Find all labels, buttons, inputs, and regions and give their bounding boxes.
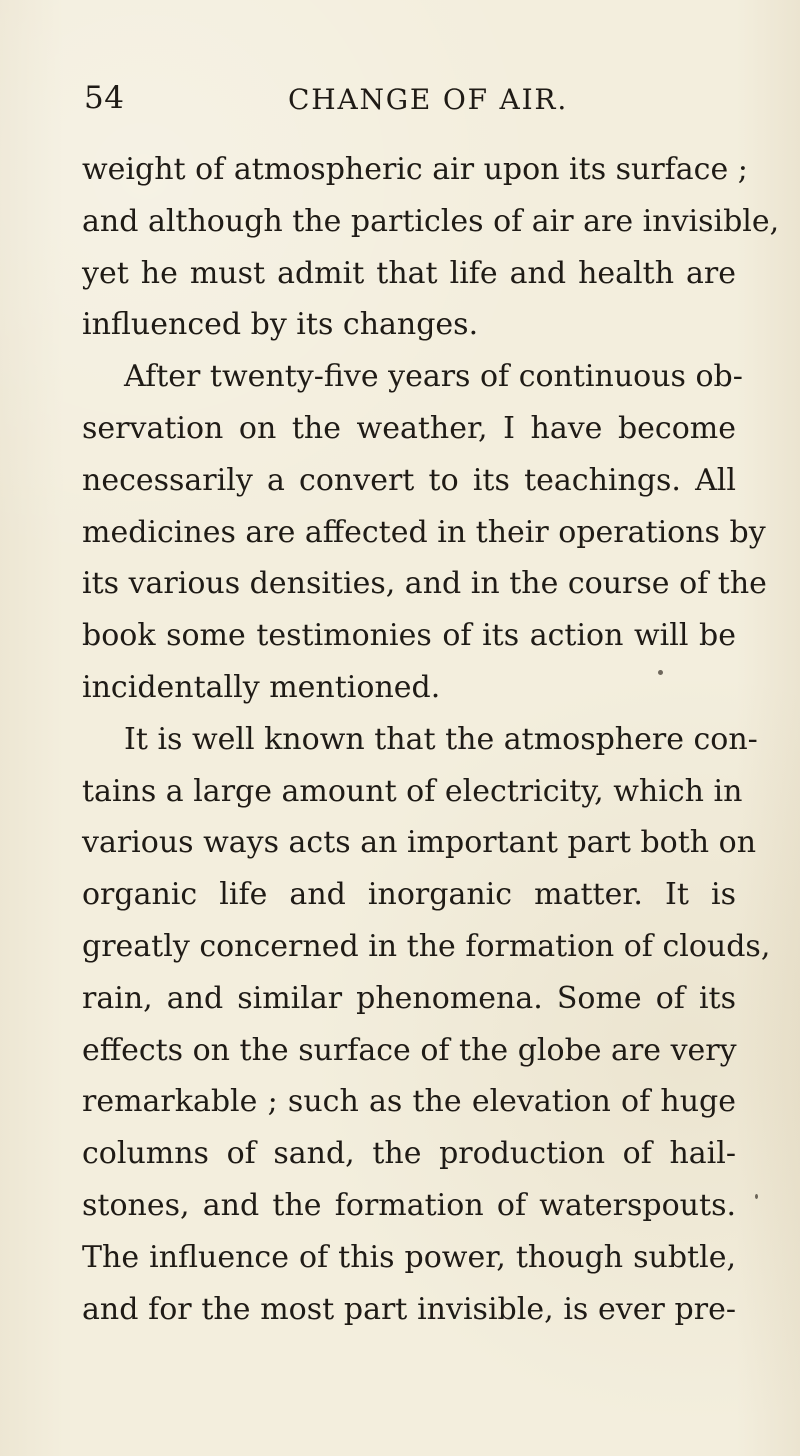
text-line: incidentally mentioned. — [82, 669, 441, 705]
text-line: yet he must admit that life and health are — [82, 255, 736, 291]
text-line: columns of sand, the production of hail- — [82, 1136, 736, 1172]
text-line: its various densities, and in the course of the — [82, 566, 767, 602]
text-line: After twenty-five years of continuous ob- — [124, 359, 743, 395]
running-head: CHANGE OF AIR. — [288, 83, 569, 116]
paper-speck — [755, 1194, 758, 1199]
text-line: organic life and inorganic matter. It is — [82, 877, 736, 913]
text-line: book some testimonies of its action will be — [82, 618, 736, 654]
text-line: remarkable ; such as the elevation of huge — [82, 1084, 736, 1120]
page-header — [84, 78, 724, 118]
text-line: weight of atmospheric air upon its surface ; — [82, 152, 748, 187]
text-line: servation on the weather, I have become — [82, 410, 736, 446]
text-line: The influence of this power, though subtle, — [82, 1239, 736, 1275]
text-line: influenced by its changes. — [82, 307, 479, 343]
text-line: rain, and similar phenomena. Some of its — [82, 980, 736, 1016]
text-line: and for the most part invisible, is ever pre- — [82, 1291, 736, 1327]
text-line: effects on the surface of the globe are very — [82, 1032, 737, 1068]
text-line: It is well known that the atmosphere con- — [124, 721, 758, 757]
text-line: necessarily a convert to its teachings. All — [82, 462, 736, 498]
text-line: greatly concerned in the formation of clouds, — [82, 928, 771, 964]
text-line: stones, and the formation of waterspouts. — [82, 1187, 736, 1223]
body-text — [82, 144, 780, 1335]
text-line: and although the particles of air are invisible, — [82, 203, 780, 239]
text-line: tains a large amount of electricity, which in — [82, 773, 743, 809]
text-line: various ways acts an important part both on — [82, 825, 757, 861]
text-line: medicines are affected in their operations by — [82, 514, 766, 550]
paper-speck — [658, 670, 663, 675]
page-number: 54 — [84, 80, 125, 116]
